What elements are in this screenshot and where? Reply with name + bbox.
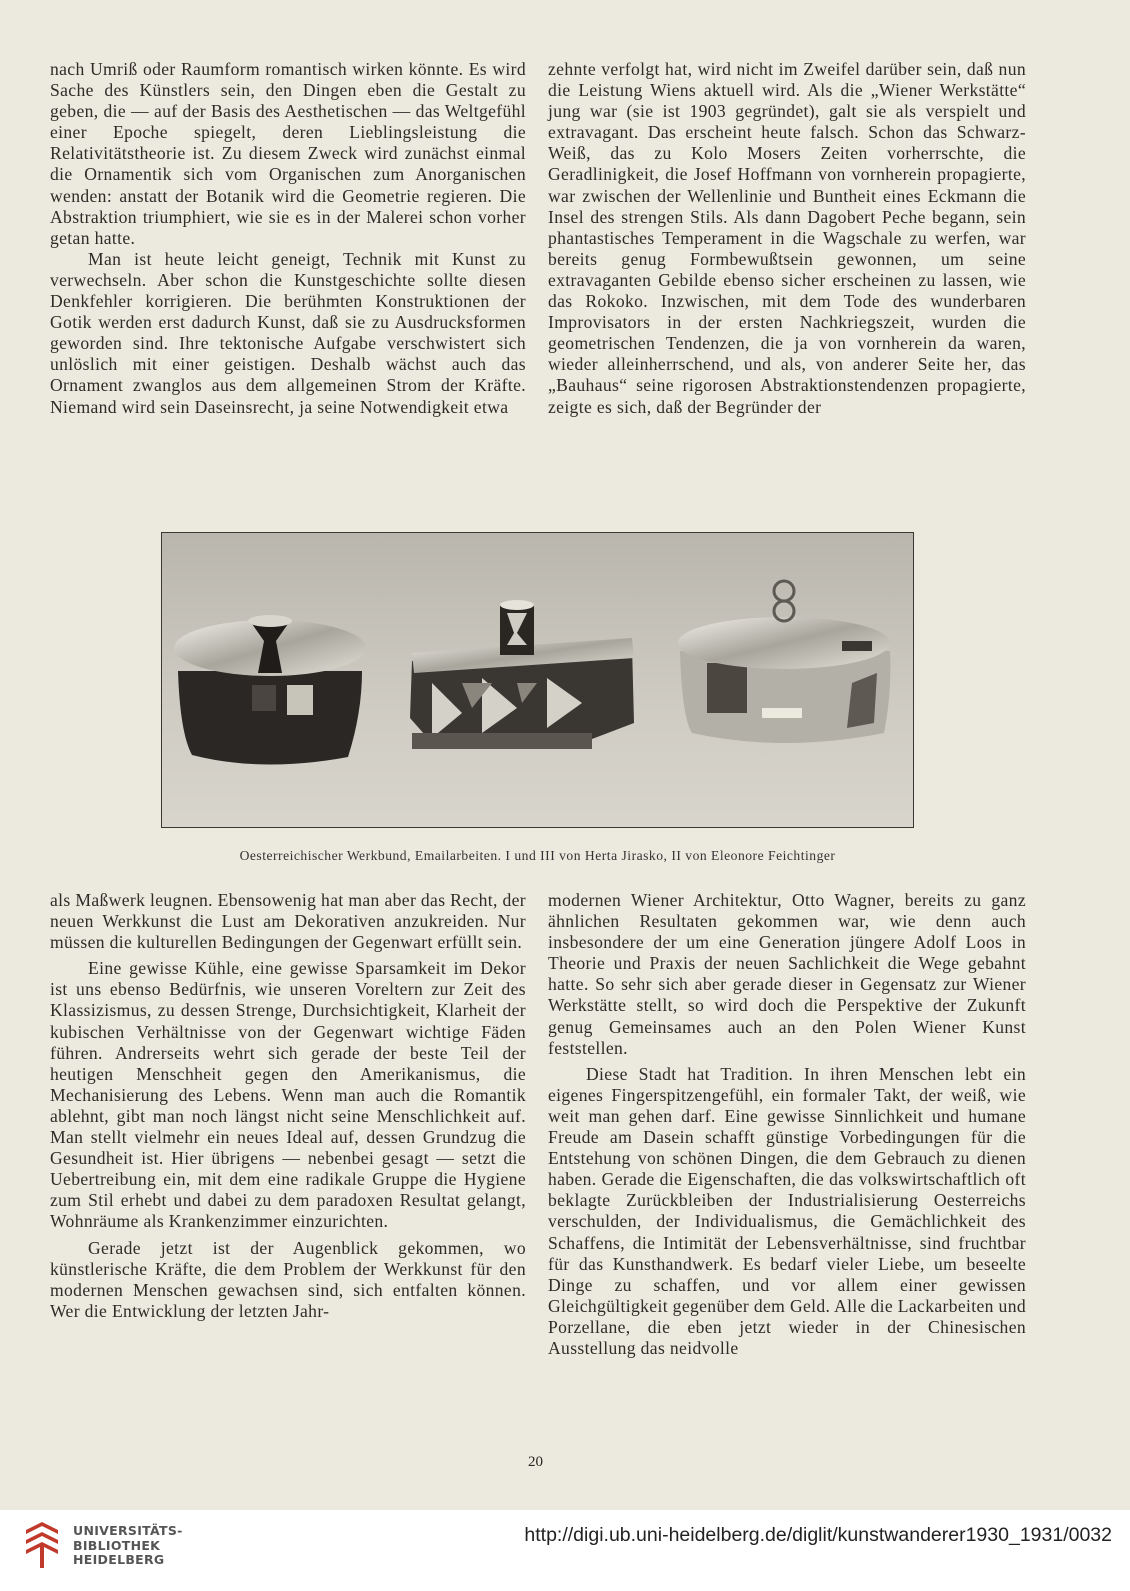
paragraph: nach Umriß oder Raumform romantisch wirken könnte. Es wird Sache des Künstlers sein, den Dingen eben die Gestalt zu geben, die — auf der Basis des Aesthetischen — das Weltgefühl einer Epoche spiegelt, deren Lieblingsleistung die Relativitätstheorie ist. Zu diesem Zweck wird zunächst einmal die Ornamentik sich vom Organischen zum Anorganischen wenden: anstatt der Botanik wird die Geometrie regieren. Die Abstraktion triumphiert, wie sie es in der Malerei schon vorher getan hatte. (50, 59, 526, 248)
paragraph: Diese Stadt hat Tradition. In ihren Menschen lebt ein eigenes Fingerspitzengefühl, ein formaler Takt, der weiß, wie weit man gehen darf. Eine gewisse Sinnlichkeit und humane Freude am Dasein schafft günstige Vorbedingungen für die Entstehung von schönen Dingen, die dem Gebrauch zu dienen haben. Gerade die Eigenschaften, die das volkswirtschaftlich oft beklagte Zurückbleiben der Industrialisierung Oesterreichs verschulden, der Individualismus, die Gemächlichkeit des Schaffens, die Intimität der Lebensverhältnisse, sind fruchtbar für das Kunsthandwerk. Es bedarf vieler Liebe, um beseelte Dinge zu schaffen, und vor allem einer gewissen Gleichgültigkeit gegenüber dem Geld. Alle die Lackarbeiten und Porzellane, die eben jetzt wieder in der Chinesischen Ausstellung das neidvolle (548, 1063, 1027, 1358)
library-name-line: HEIDELBERG (73, 1552, 165, 1567)
paragraph: Eine gewisse Kühle, eine gewisse Sparsamkeit im Dekor ist uns ebenso Bedürfnis, wie unseren Voreltern zur Zeit des Klassizismus, zu dessen Strenge, Durchsichtigkeit, Klarheit der kubischen Verhältnisse von der Gegenwart wichtige Fäden führen. Andrerseits wehrt sich gerade der beste Teil der heutigen Menschheit gegen den Amerikanismus, die Mechanisierung des Lebens. Wenn man auch die Romantik ablehnt, gibt man noch längst nicht seine Menschlichkeit auf. Man stellt vielmehr ein neues Ideal auf, dessen Grundzug die Gesundheit ist. Hier übrigens — nebenbei gesagt — setzt die Uebertreibung ein, mit dem eine radikale Gruppe die Hygiene zum Stil erhebt und dabei zu dem paradoxen Resultat gelangt, Wohnräume als Krankenzimmer einzurichten. (50, 958, 526, 1232)
permalink-url[interactable]: http://digi.ub.uni-heidelberg.de/diglit/kunstwanderer1930_1931/0032 (524, 1524, 1112, 1546)
paragraph: als Maßwerk leugnen. Ebensowenig hat man aber das Recht, der neuen Werkkunst die Lust am Dekorativen anzukreiden. Nur müssen die kulturellen Bedingungen der Gegenwart erfüllt sein. (50, 890, 526, 953)
text-column-top-right (548, 59, 1026, 418)
paragraph: modernen Wiener Architektur, Otto Wagner, bereits zu ganz ähnlichen Resultaten gekommen war, wie denn auch insbesondere der um eine Generation jüngere Adolf Loos in Theorie und Praxis der neuen Sachlichkeit die Wege gebahnt hatte. So sehr sich aber gerade dieser in Gegensatz zur Wiener Werkstätte stellt, so wird doch die Perspektive der Zukunft genug Gemeinsames auch an den Polen Wiener Kunst feststellen. (548, 890, 1026, 1058)
box-one (174, 615, 366, 765)
text-column-top-left (50, 59, 526, 418)
page-number: 20 (528, 1454, 543, 1470)
photo-caption: Oesterreichischer Werkbund, Emailarbeiten. I und III von Herta Jirasko, II von Eleonore Feichtinger (239, 848, 836, 863)
paragraph: Gerade jetzt ist der Augenblick gekommen, wo künstlerische Kräfte, die dem Problem der Werkkunst für den modernen Menschen gewachsen sind, sich entfalten können. Wer die Entwicklung der letzten Jahr- (50, 1237, 526, 1321)
text-column-bottom-right (548, 890, 1026, 1359)
library-logo-icon[interactable] (22, 1520, 62, 1572)
paragraph: zehnte verfolgt hat, wird nicht im Zweifel darüber sein, daß nun die Leistung Wiens aktuell wird. Als die „Wiener Werkstätte“ jung war (sie ist 1903 gegründet), galt sie als verspielt und extravagant. Das erscheint heute falsch. Schon das Schwarz-Weiß, das zu Kolo Mosers Zeiten vorherrschte, die Geradlinigkeit, die Josef Hoffmann von vornherein propagierte, war zwischen der Wellenlinie und Buntheit eines Eckmann die Insel des strengen Stils. Als dann Dagobert Peche begann, sein phantastisches Temperament in die Wagschale zu werfen, war bereits genug Formbewußtsein gewonnen, um seine extravaganten Gebilde ebenso sicher erscheinen zu lassen, wie das Rokoko. Inzwischen, mit dem Tode des wunderbaren Improvisators in der ersten Nachkriegszeit, wurden die geometrischen Tendenzen, die ja von vornherein da waren, wieder alleinherrschend, und als, von anderer Seite her, das „Bauhaus“ seine rigorosen Abstraktionstendenzen propagierte, zeigte es sich, daß der Begründer der (548, 59, 1026, 417)
text-column-bottom-left (50, 890, 526, 1322)
paragraph: Man ist heute leicht geneigt, Technik mit Kunst zu verwechseln. Aber schon die Kunstgeschichte sollte diesen Denkfehler korrigieren. Die berühmten Konstruktionen der Gotik werden erst dadurch Kunst, daß sie zu Ausdrucksformen geworden sind. Ihre tektonische Aufgabe verschwistert sich unlöslich mit einer geistigen. Deshalb wächst auch das Ornament zwanglos aus dem allgemeinen Strom der Kräfte. Niemand wird sein Daseinsrecht, ja seine Notwendigkeit etwa (50, 248, 526, 417)
library-name (73, 1524, 183, 1568)
library-name-line: UNIVERSITÄTS- (73, 1523, 183, 1538)
library-name-line: BIBLIOTHEK (73, 1537, 161, 1553)
viewer-footer (0, 1510, 1130, 1591)
enamel-boxes-photo (161, 532, 914, 828)
